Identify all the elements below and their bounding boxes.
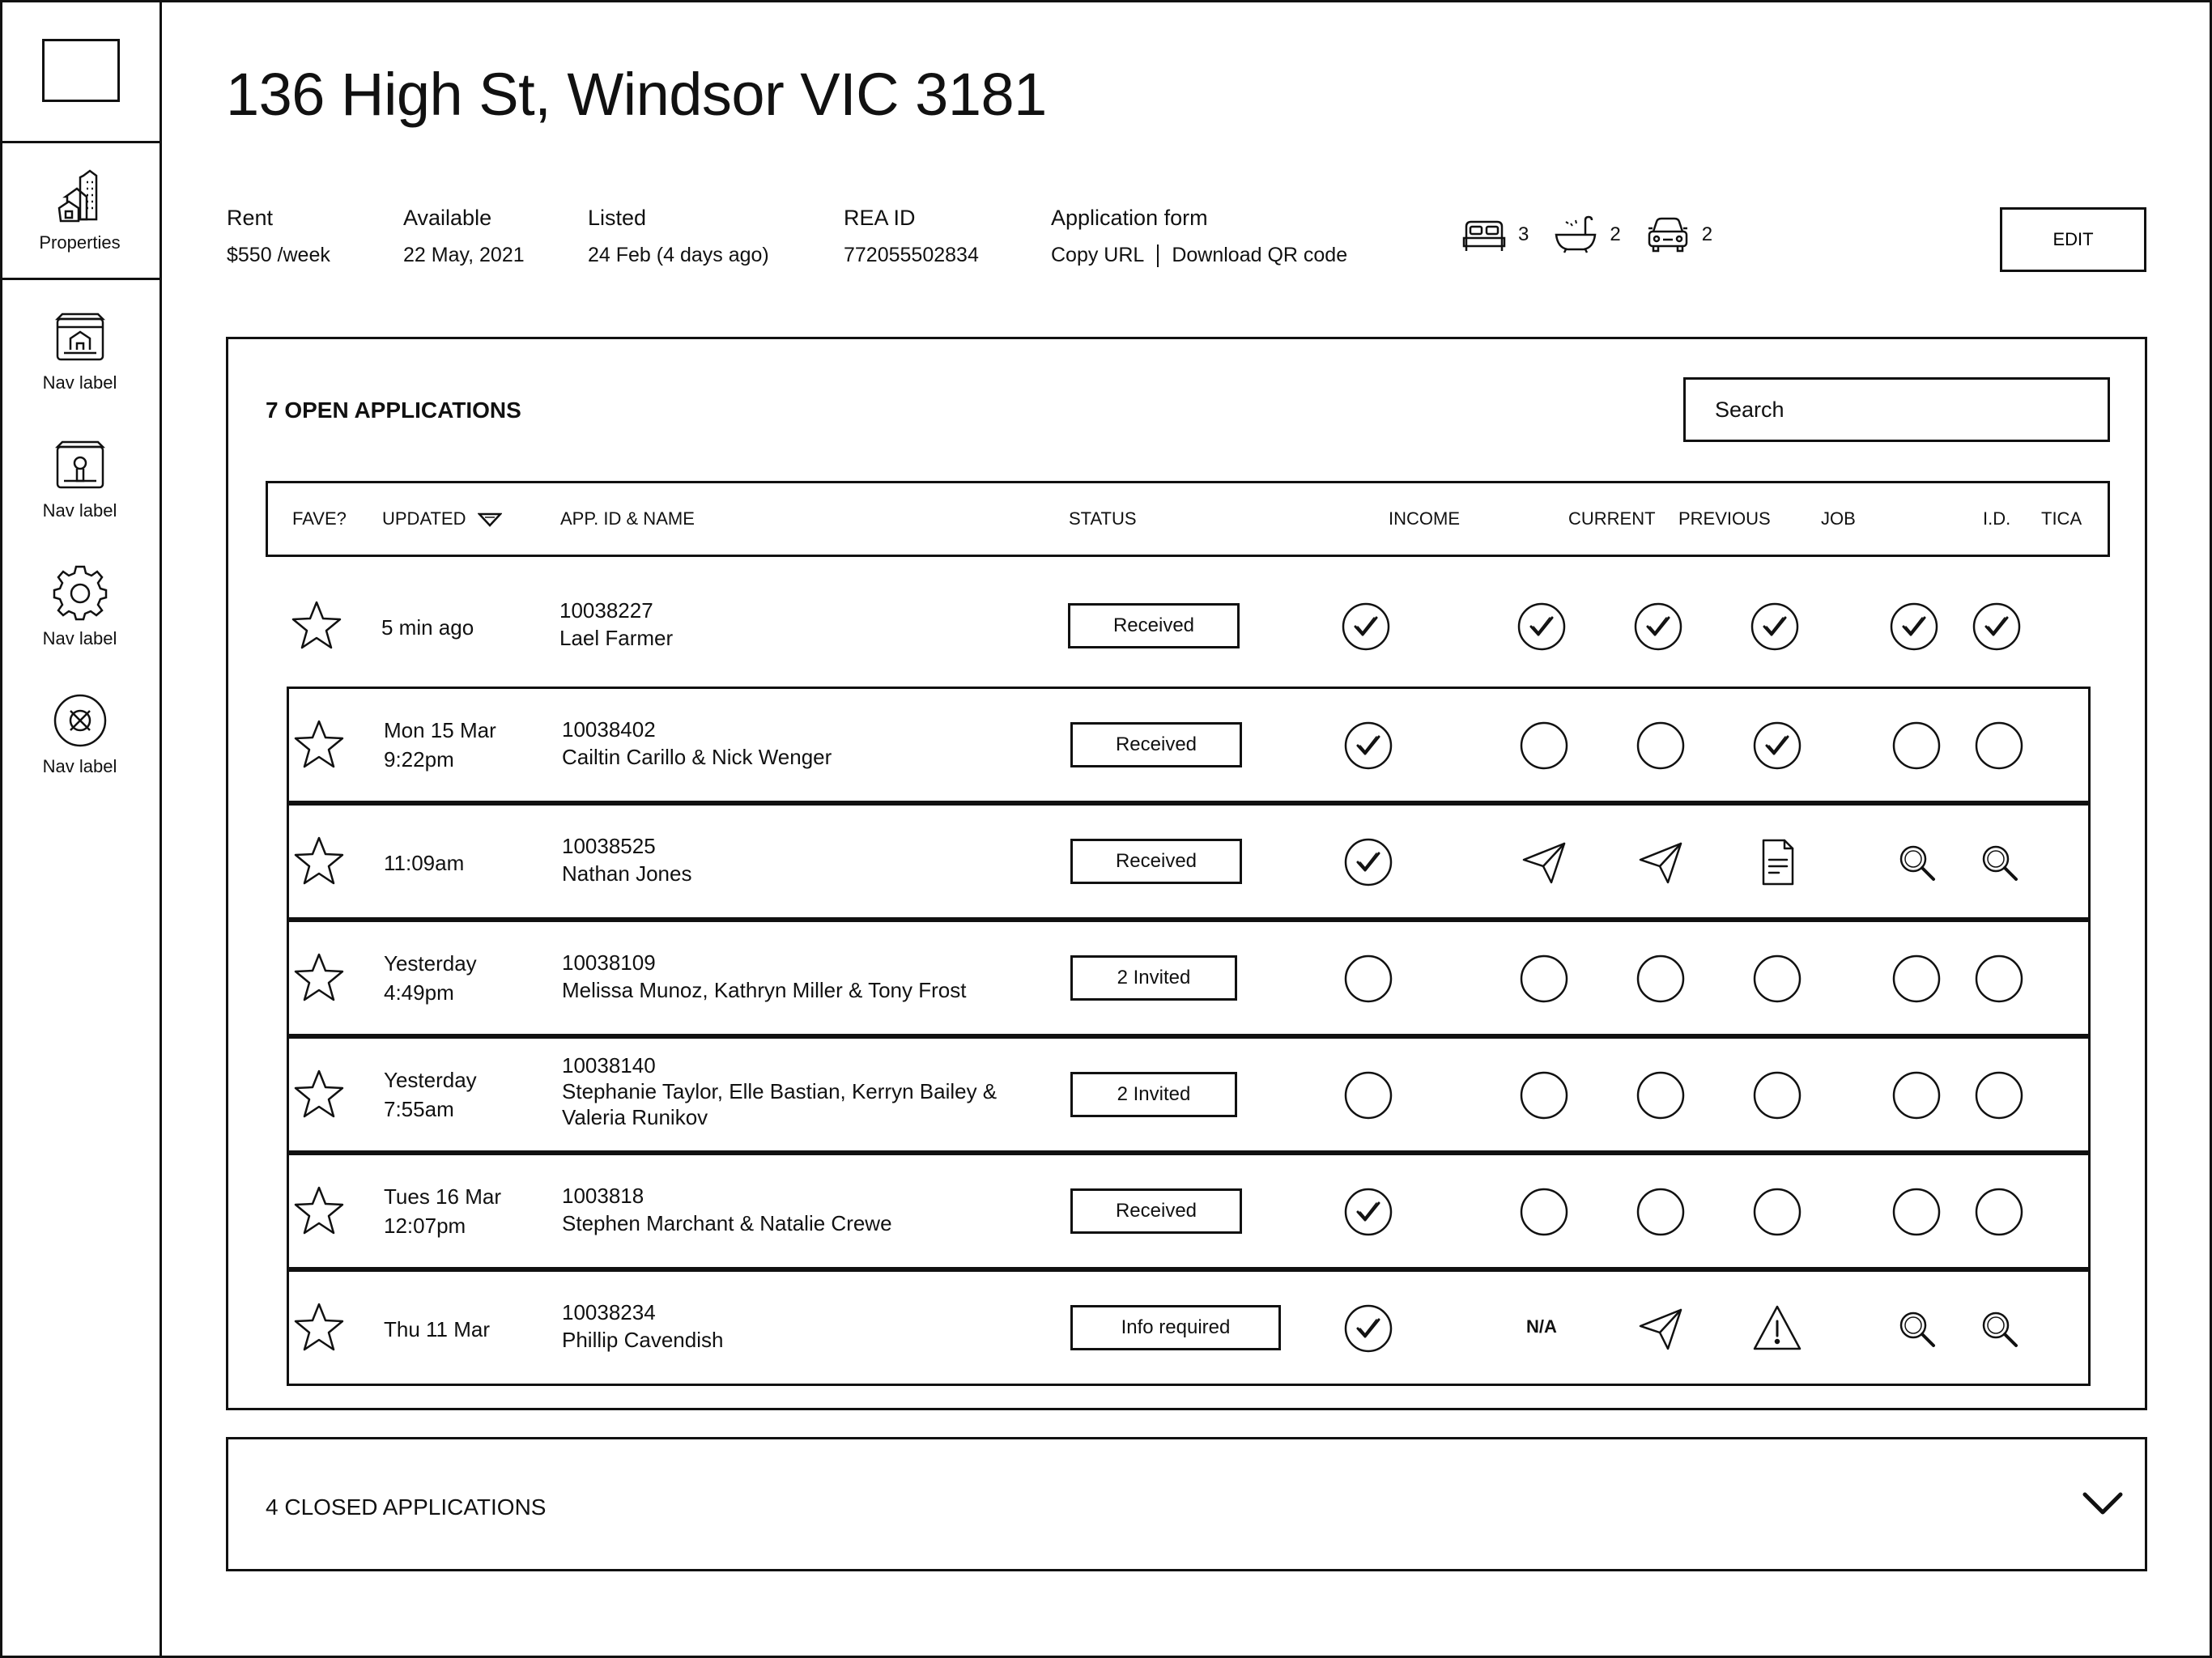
sort-descending-icon[interactable] — [478, 512, 502, 528]
parking-count: 2 — [1701, 223, 1713, 245]
house-in-box-icon — [51, 308, 109, 366]
status-badge[interactable]: 2 Invited — [1070, 955, 1237, 1001]
column-job[interactable]: JOB — [1821, 508, 1856, 529]
check-circle-icon[interactable] — [1343, 721, 1393, 771]
sidebar-item-nav-4[interactable] — [0, 691, 160, 792]
bathrooms-count: 2 — [1610, 223, 1621, 245]
column-fave[interactable]: FAVE? — [292, 508, 347, 529]
bed-icon — [1461, 215, 1507, 254]
application-form-label: Application form — [1051, 206, 1208, 230]
check-circle-icon[interactable] — [1750, 602, 1800, 652]
applicant-names: Cailtin Carillo & Nick Wenger — [562, 745, 832, 769]
column-id[interactable]: I.D. — [1983, 508, 2011, 529]
app-id-name-cell[interactable] — [559, 597, 673, 652]
sidebar-item-label: Properties — [39, 232, 121, 253]
empty-circle-icon[interactable] — [1974, 1070, 2024, 1120]
updated-cell — [384, 1065, 477, 1124]
edit-button[interactable]: EDIT — [2000, 207, 2146, 272]
empty-circle-icon[interactable] — [1974, 721, 2024, 771]
app-id-name-cell[interactable] — [562, 716, 832, 771]
rea-info — [844, 206, 979, 267]
app-id-name-cell[interactable] — [562, 1182, 892, 1237]
column-status[interactable]: STATUS — [1069, 508, 1137, 529]
person-in-box-icon — [51, 436, 109, 494]
search-icon[interactable] — [1891, 1303, 1942, 1354]
available-label: Available — [403, 206, 492, 230]
sidebar-item-nav-1[interactable] — [0, 308, 160, 408]
table-row[interactable] — [287, 920, 2091, 1036]
table-row[interactable] — [266, 570, 2110, 687]
rent-value: $550 /week — [227, 244, 330, 266]
star-icon[interactable] — [292, 1068, 346, 1121]
listed-value: 24 Feb (4 days ago) — [588, 244, 769, 266]
updated-text: 7:55am — [384, 1097, 454, 1121]
empty-circle-icon[interactable] — [1891, 954, 1942, 1004]
empty-circle-icon[interactable] — [1636, 1070, 1686, 1120]
updated-cell — [381, 613, 474, 642]
app-id: 10038234 — [562, 1300, 656, 1324]
open-applications-heading: 7 OPEN APPLICATIONS — [266, 397, 521, 423]
application-form-links — [1051, 244, 1347, 267]
updated-text: Thu 11 Mar — [384, 1317, 491, 1341]
search-icon[interactable] — [1974, 1303, 2024, 1354]
status-badge[interactable]: Received — [1070, 1188, 1242, 1234]
column-current[interactable]: CURRENT — [1568, 508, 1656, 529]
star-icon[interactable] — [292, 1184, 346, 1238]
search-icon[interactable] — [1974, 837, 2024, 887]
check-circle-icon[interactable] — [1972, 602, 2022, 652]
sidebar-item-nav-3[interactable] — [0, 563, 160, 664]
sidebar-item-nav-2[interactable] — [0, 436, 160, 536]
empty-circle-icon[interactable] — [1519, 954, 1569, 1004]
application-form-info — [1051, 206, 1347, 267]
listed-info — [588, 206, 769, 267]
check-circle-icon[interactable] — [1343, 1187, 1393, 1237]
table-row[interactable] — [287, 687, 2091, 803]
empty-circle-icon[interactable] — [1519, 721, 1569, 771]
sidebar-item-label: Nav label — [42, 628, 117, 648]
updated-text: Tues 16 Mar — [384, 1184, 501, 1209]
applicant-names: Nathan Jones — [562, 861, 692, 886]
empty-circle-icon[interactable] — [1752, 1187, 1802, 1237]
check-circle-icon[interactable] — [1889, 602, 1939, 652]
updated-text: 11:09am — [384, 851, 465, 875]
check-circle-icon[interactable] — [1516, 602, 1567, 652]
empty-circle-icon[interactable] — [1752, 954, 1802, 1004]
closed-applications-heading: 4 CLOSED APPLICATIONS — [266, 1494, 547, 1520]
warning-icon[interactable] — [1752, 1303, 1802, 1354]
empty-circle-icon[interactable] — [1343, 954, 1393, 1004]
empty-circle-icon[interactable] — [1891, 1187, 1942, 1237]
empty-circle-icon[interactable] — [1636, 721, 1686, 771]
check-circle-icon[interactable] — [1633, 602, 1683, 652]
copy-url-link[interactable]: Copy URL — [1051, 244, 1145, 266]
send-icon[interactable] — [1636, 837, 1686, 887]
updated-cell — [384, 1182, 501, 1240]
status-badge[interactable]: Info required — [1070, 1305, 1281, 1350]
bathrooms-feature — [1553, 215, 1620, 254]
empty-circle-icon[interactable] — [1636, 1187, 1686, 1237]
send-icon[interactable] — [1519, 837, 1569, 887]
bath-icon — [1553, 215, 1598, 254]
rent-label: Rent — [227, 206, 274, 230]
table-row[interactable] — [287, 1153, 2091, 1269]
app-id: 10038109 — [562, 950, 656, 975]
logo-area — [0, 0, 160, 143]
app-id-name-cell[interactable] — [562, 1052, 997, 1130]
applicant-names: Stephanie Taylor, Elle Bastian, Kerryn Bailey & — [562, 1079, 998, 1103]
column-updated[interactable] — [382, 483, 502, 555]
app-id: 1003818 — [562, 1184, 644, 1208]
sidebar — [0, 0, 162, 1658]
open-applications-panel — [226, 337, 2147, 1410]
sidebar-item-label: Nav label — [42, 756, 117, 776]
rea-value: 772055502834 — [844, 244, 979, 266]
star-icon[interactable] — [292, 718, 346, 772]
check-circle-icon[interactable] — [1343, 837, 1393, 887]
applicant-names: Lael Farmer — [559, 626, 674, 650]
check-circle-icon[interactable] — [1343, 1303, 1393, 1354]
car-icon — [1645, 215, 1691, 254]
star-icon[interactable] — [290, 599, 343, 653]
chevron-down-icon[interactable] — [2082, 1488, 2124, 1519]
app-id-name-cell[interactable] — [562, 949, 966, 1004]
column-previous[interactable]: PREVIOUS — [1678, 508, 1771, 529]
gear-icon — [51, 563, 109, 622]
listed-label: Listed — [588, 206, 647, 230]
empty-circle-icon[interactable] — [1752, 1070, 1802, 1120]
table-row[interactable] — [287, 1269, 2091, 1386]
available-value: 22 May, 2021 — [403, 244, 525, 266]
applicant-names: Valeria Runikov — [562, 1105, 708, 1129]
updated-text: 5 min ago — [381, 615, 474, 640]
rea-label: REA ID — [844, 206, 916, 230]
status-badge[interactable]: Received — [1070, 839, 1242, 884]
download-qr-link[interactable]: Download QR code — [1172, 244, 1348, 266]
app-id: 10038140 — [562, 1053, 656, 1078]
available-info — [403, 206, 525, 267]
app-id: 10038525 — [562, 834, 656, 858]
empty-circle-icon[interactable] — [1891, 1070, 1942, 1120]
updated-text: 4:49pm — [384, 980, 454, 1005]
check-circle-icon[interactable] — [1752, 721, 1802, 771]
empty-circle-icon[interactable] — [1974, 1187, 2024, 1237]
rent-info — [227, 206, 330, 267]
updated-cell — [384, 848, 464, 878]
updated-text: 9:22pm — [384, 747, 454, 772]
updated-text: Yesterday — [384, 1068, 477, 1092]
empty-circle-icon[interactable] — [1636, 954, 1686, 1004]
column-updated-label: UPDATED — [382, 508, 466, 529]
updated-text: Yesterday — [384, 951, 477, 976]
updated-cell — [384, 949, 477, 1007]
empty-circle-icon[interactable] — [1891, 721, 1942, 771]
app-id-name-cell[interactable] — [562, 1299, 723, 1354]
closed-applications-panel[interactable] — [226, 1437, 2147, 1571]
applicant-names: Phillip Cavendish — [562, 1328, 724, 1352]
check-circle-icon[interactable] — [1341, 602, 1391, 652]
column-income[interactable]: INCOME — [1389, 508, 1460, 529]
parking-feature — [1645, 215, 1712, 254]
sidebar-item-label: Nav label — [42, 372, 117, 393]
link-divider — [1157, 244, 1159, 267]
document-icon[interactable] — [1752, 837, 1802, 887]
property-features — [1461, 215, 1737, 254]
app-id-name-cell[interactable] — [562, 832, 691, 887]
updated-cell — [384, 716, 496, 774]
star-icon[interactable] — [292, 951, 346, 1005]
sidebar-item-label: Nav label — [42, 500, 117, 521]
buildings-icon — [51, 168, 109, 226]
updated-text: Mon 15 Mar — [384, 718, 496, 742]
bedrooms-feature — [1461, 215, 1529, 254]
send-icon[interactable] — [1636, 1303, 1686, 1354]
empty-circle-icon[interactable] — [1519, 1187, 1569, 1237]
search-icon[interactable] — [1891, 837, 1942, 887]
search-input[interactable]: Search — [1683, 377, 2110, 442]
logo-placeholder[interactable] — [42, 39, 120, 102]
applicant-names: Melissa Munoz, Kathryn Miller & Tony Frost — [562, 978, 967, 1002]
star-icon[interactable] — [292, 1301, 346, 1354]
status-badge[interactable]: Received — [1070, 722, 1242, 767]
column-tica[interactable]: TICA — [2041, 508, 2082, 529]
star-icon[interactable] — [292, 835, 346, 888]
empty-circle-icon[interactable] — [1343, 1070, 1393, 1120]
main-content — [162, 0, 2212, 1658]
applicant-names: Stephen Marchant & Natalie Crewe — [562, 1211, 892, 1235]
close-circle-icon — [51, 691, 109, 750]
table-row[interactable] — [287, 803, 2091, 920]
column-app-id-name[interactable]: APP. ID & NAME — [560, 508, 695, 529]
status-badge[interactable]: 2 Invited — [1070, 1072, 1237, 1117]
not-applicable-label: N/A — [1526, 1316, 1557, 1337]
empty-circle-icon[interactable] — [1974, 954, 2024, 1004]
updated-text: 12:07pm — [384, 1214, 466, 1238]
table-row[interactable] — [287, 1036, 2091, 1153]
table-header — [266, 481, 2110, 557]
app-id: 10038227 — [559, 598, 653, 623]
empty-circle-icon[interactable] — [1519, 1070, 1569, 1120]
app-id: 10038402 — [562, 717, 656, 742]
page-title: 136 High St, Windsor VIC 3181 — [226, 61, 1047, 128]
status-badge[interactable]: Received — [1068, 603, 1240, 648]
updated-cell — [384, 1315, 490, 1344]
sidebar-item-properties[interactable] — [0, 143, 160, 280]
bedrooms-count: 3 — [1518, 223, 1529, 245]
